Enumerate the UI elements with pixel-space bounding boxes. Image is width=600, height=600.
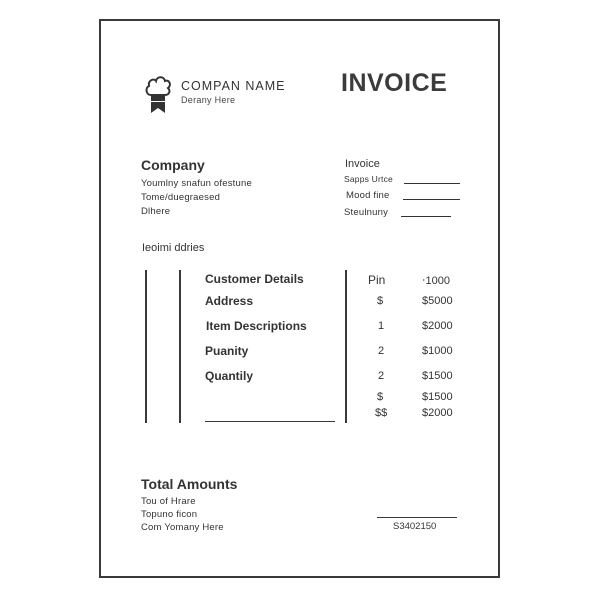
totals-heading: Total Amounts — [141, 476, 238, 492]
item-qty: 1 — [378, 320, 385, 332]
company-name: COMPAN NAME — [181, 79, 286, 93]
company-line: Dlhere — [141, 206, 171, 217]
item-label: Item Descriptions — [206, 319, 307, 333]
item-label: Customer Details — [205, 272, 304, 286]
extra-qty: $$ — [375, 407, 388, 419]
meta-label: Mood fine — [346, 190, 390, 201]
invoice-sheet — [99, 19, 500, 578]
meta-label: Sapps Urtce — [344, 174, 393, 184]
item-amount: $2000 — [422, 320, 453, 332]
grand-total-line — [377, 517, 457, 518]
totals-line: Com Yomany Here — [141, 522, 224, 533]
item-qty: 2 — [378, 345, 385, 357]
company-tagline: Derany Here — [181, 95, 236, 105]
chef-hat-logo-icon — [145, 75, 171, 115]
table-divider — [179, 270, 181, 423]
company-heading: Company — [141, 157, 205, 173]
item-amount: $1500 — [422, 370, 453, 382]
extra-qty: $ — [377, 391, 384, 403]
grand-total: S3402150 — [393, 521, 437, 532]
meta-underline — [403, 199, 460, 200]
extra-amount: $2000 — [422, 407, 453, 419]
item-amount: $1000 — [422, 345, 453, 357]
meta-underline — [401, 216, 451, 217]
item-label: Puanity — [205, 344, 249, 358]
meta-label: Steulnuny — [344, 207, 389, 218]
table-left-border — [145, 270, 147, 423]
item-amount: $5000 — [422, 295, 453, 307]
company-line: Tome/duegraesed — [141, 192, 221, 203]
item-amount: ‧1000 — [422, 275, 450, 287]
section-title: Iеoimi ddries — [142, 242, 205, 254]
invoice-title: INVOICE — [341, 69, 448, 97]
table-divider — [345, 270, 347, 423]
totals-line: Topuno ficon — [141, 509, 198, 520]
company-line: Youmlny snafun ofestune — [141, 178, 252, 189]
table-underline — [205, 421, 335, 422]
totals-line: Tou of Hrare — [141, 496, 196, 507]
meta-underline — [404, 183, 460, 184]
item-qty: $ — [377, 295, 384, 307]
item-qty: 2 — [378, 370, 385, 382]
item-label: Quantily — [205, 369, 254, 383]
invoice-meta-heading: Invoice — [345, 158, 380, 170]
item-qty: Pin — [368, 273, 386, 287]
item-label: Address — [205, 294, 254, 308]
extra-amount: $1500 — [422, 391, 453, 403]
